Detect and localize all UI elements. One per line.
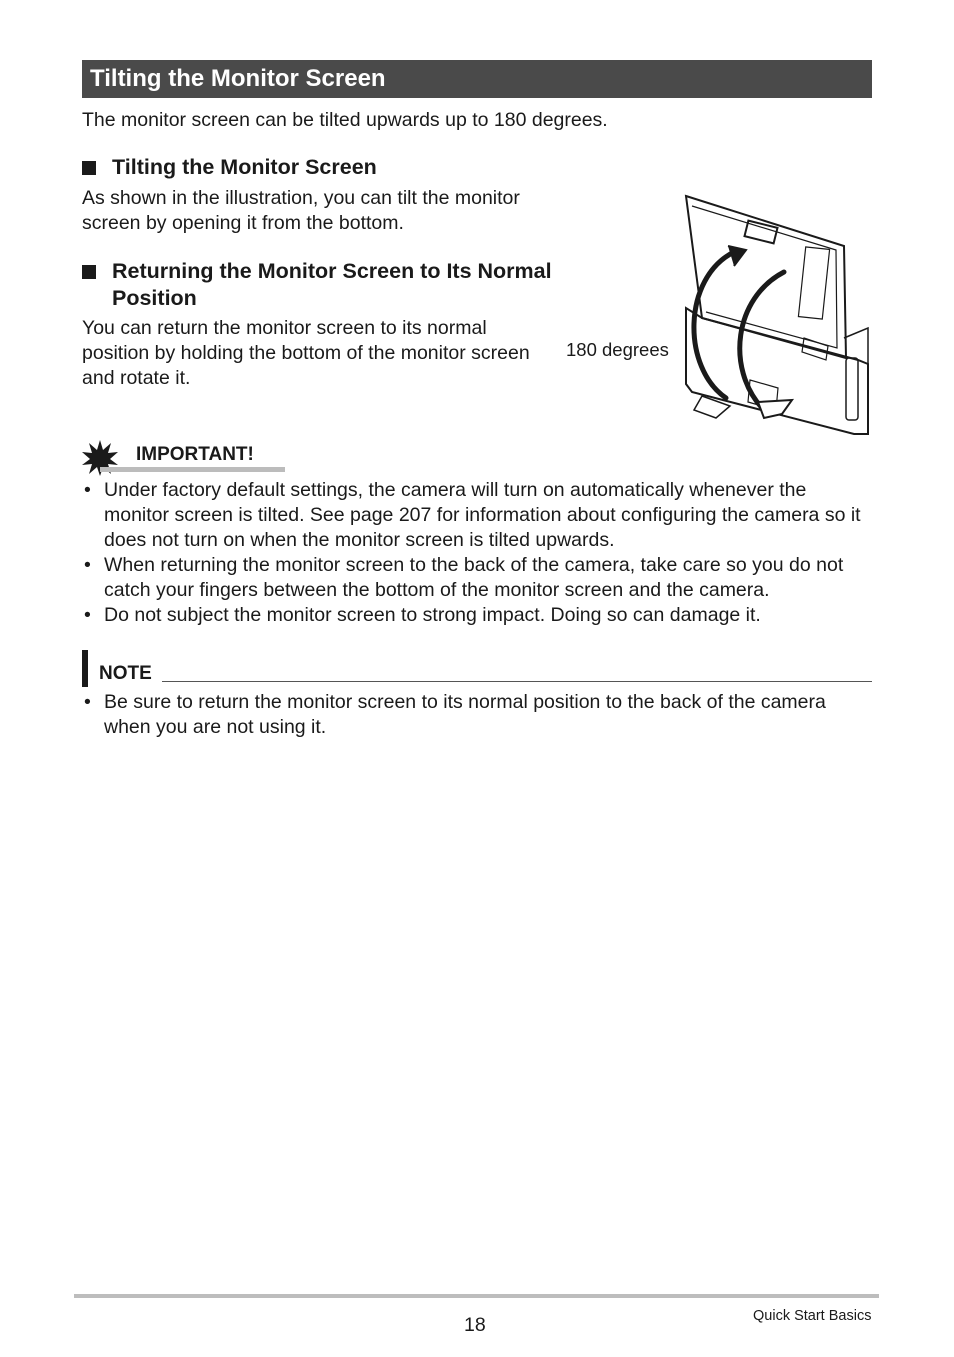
page-number: 18 — [464, 1314, 486, 1336]
section-title: Tilting the Monitor Screen — [90, 65, 386, 92]
list-item — [82, 478, 872, 553]
subsection-heading-text: Tilting the Monitor Screen — [112, 155, 377, 179]
square-bullet-icon — [82, 161, 96, 175]
illustration-caption: 180 degrees — [566, 339, 669, 360]
square-bullet-icon — [82, 265, 96, 279]
bullet-icon: • — [84, 691, 91, 713]
note-divider — [162, 681, 872, 682]
note-list — [82, 690, 872, 740]
list-item — [82, 603, 872, 628]
footer-section-name: Quick Start Basics — [753, 1308, 872, 1324]
subsection-heading-text: Returning the Monitor Screen to Its Normal Position — [112, 259, 552, 310]
note-label: NOTE — [99, 663, 152, 684]
camera-tilt-illustration — [672, 188, 872, 438]
important-label: IMPORTANT! — [136, 444, 254, 465]
list-item-text: Under factory default settings, the camera will turn on automatically whenever the monitor screen is tilted. See page 207 for information about configuring the camera so it does not turn on when the monitor screen is tilted upwards. — [104, 479, 861, 551]
list-item-text: Do not subject the monitor screen to strong impact. Doing so can damage it. — [104, 604, 761, 626]
list-item-text: Be sure to return the monitor screen to its normal position to the back of the camera when you are not using it. — [104, 691, 826, 738]
subsection-heading-tilting — [82, 154, 377, 181]
note-marker — [82, 650, 88, 687]
list-item — [82, 553, 872, 603]
important-list — [82, 478, 872, 628]
list-item — [82, 690, 872, 740]
subsection-heading-returning — [82, 258, 552, 312]
bullet-icon: • — [84, 604, 91, 626]
bullet-icon: • — [84, 479, 91, 501]
bullet-icon: • — [84, 554, 91, 576]
subsection-body-returning: You can return the monitor screen to its normal position by holding the bottom of the monitor screen and rotate it. — [82, 317, 530, 389]
subsection-body-tilting: As shown in the illustration, you can tilt the monitor screen by opening it from the bottom. — [82, 187, 520, 234]
intro-text: The monitor screen can be tilted upwards up to 180 degrees. — [82, 109, 608, 131]
list-item-text: When returning the monitor screen to the back of the camera, take care so you do not catch your fingers between the bottom of the monitor screen and the camera. — [104, 554, 844, 601]
footer-divider — [74, 1294, 879, 1298]
important-underline — [100, 467, 285, 472]
